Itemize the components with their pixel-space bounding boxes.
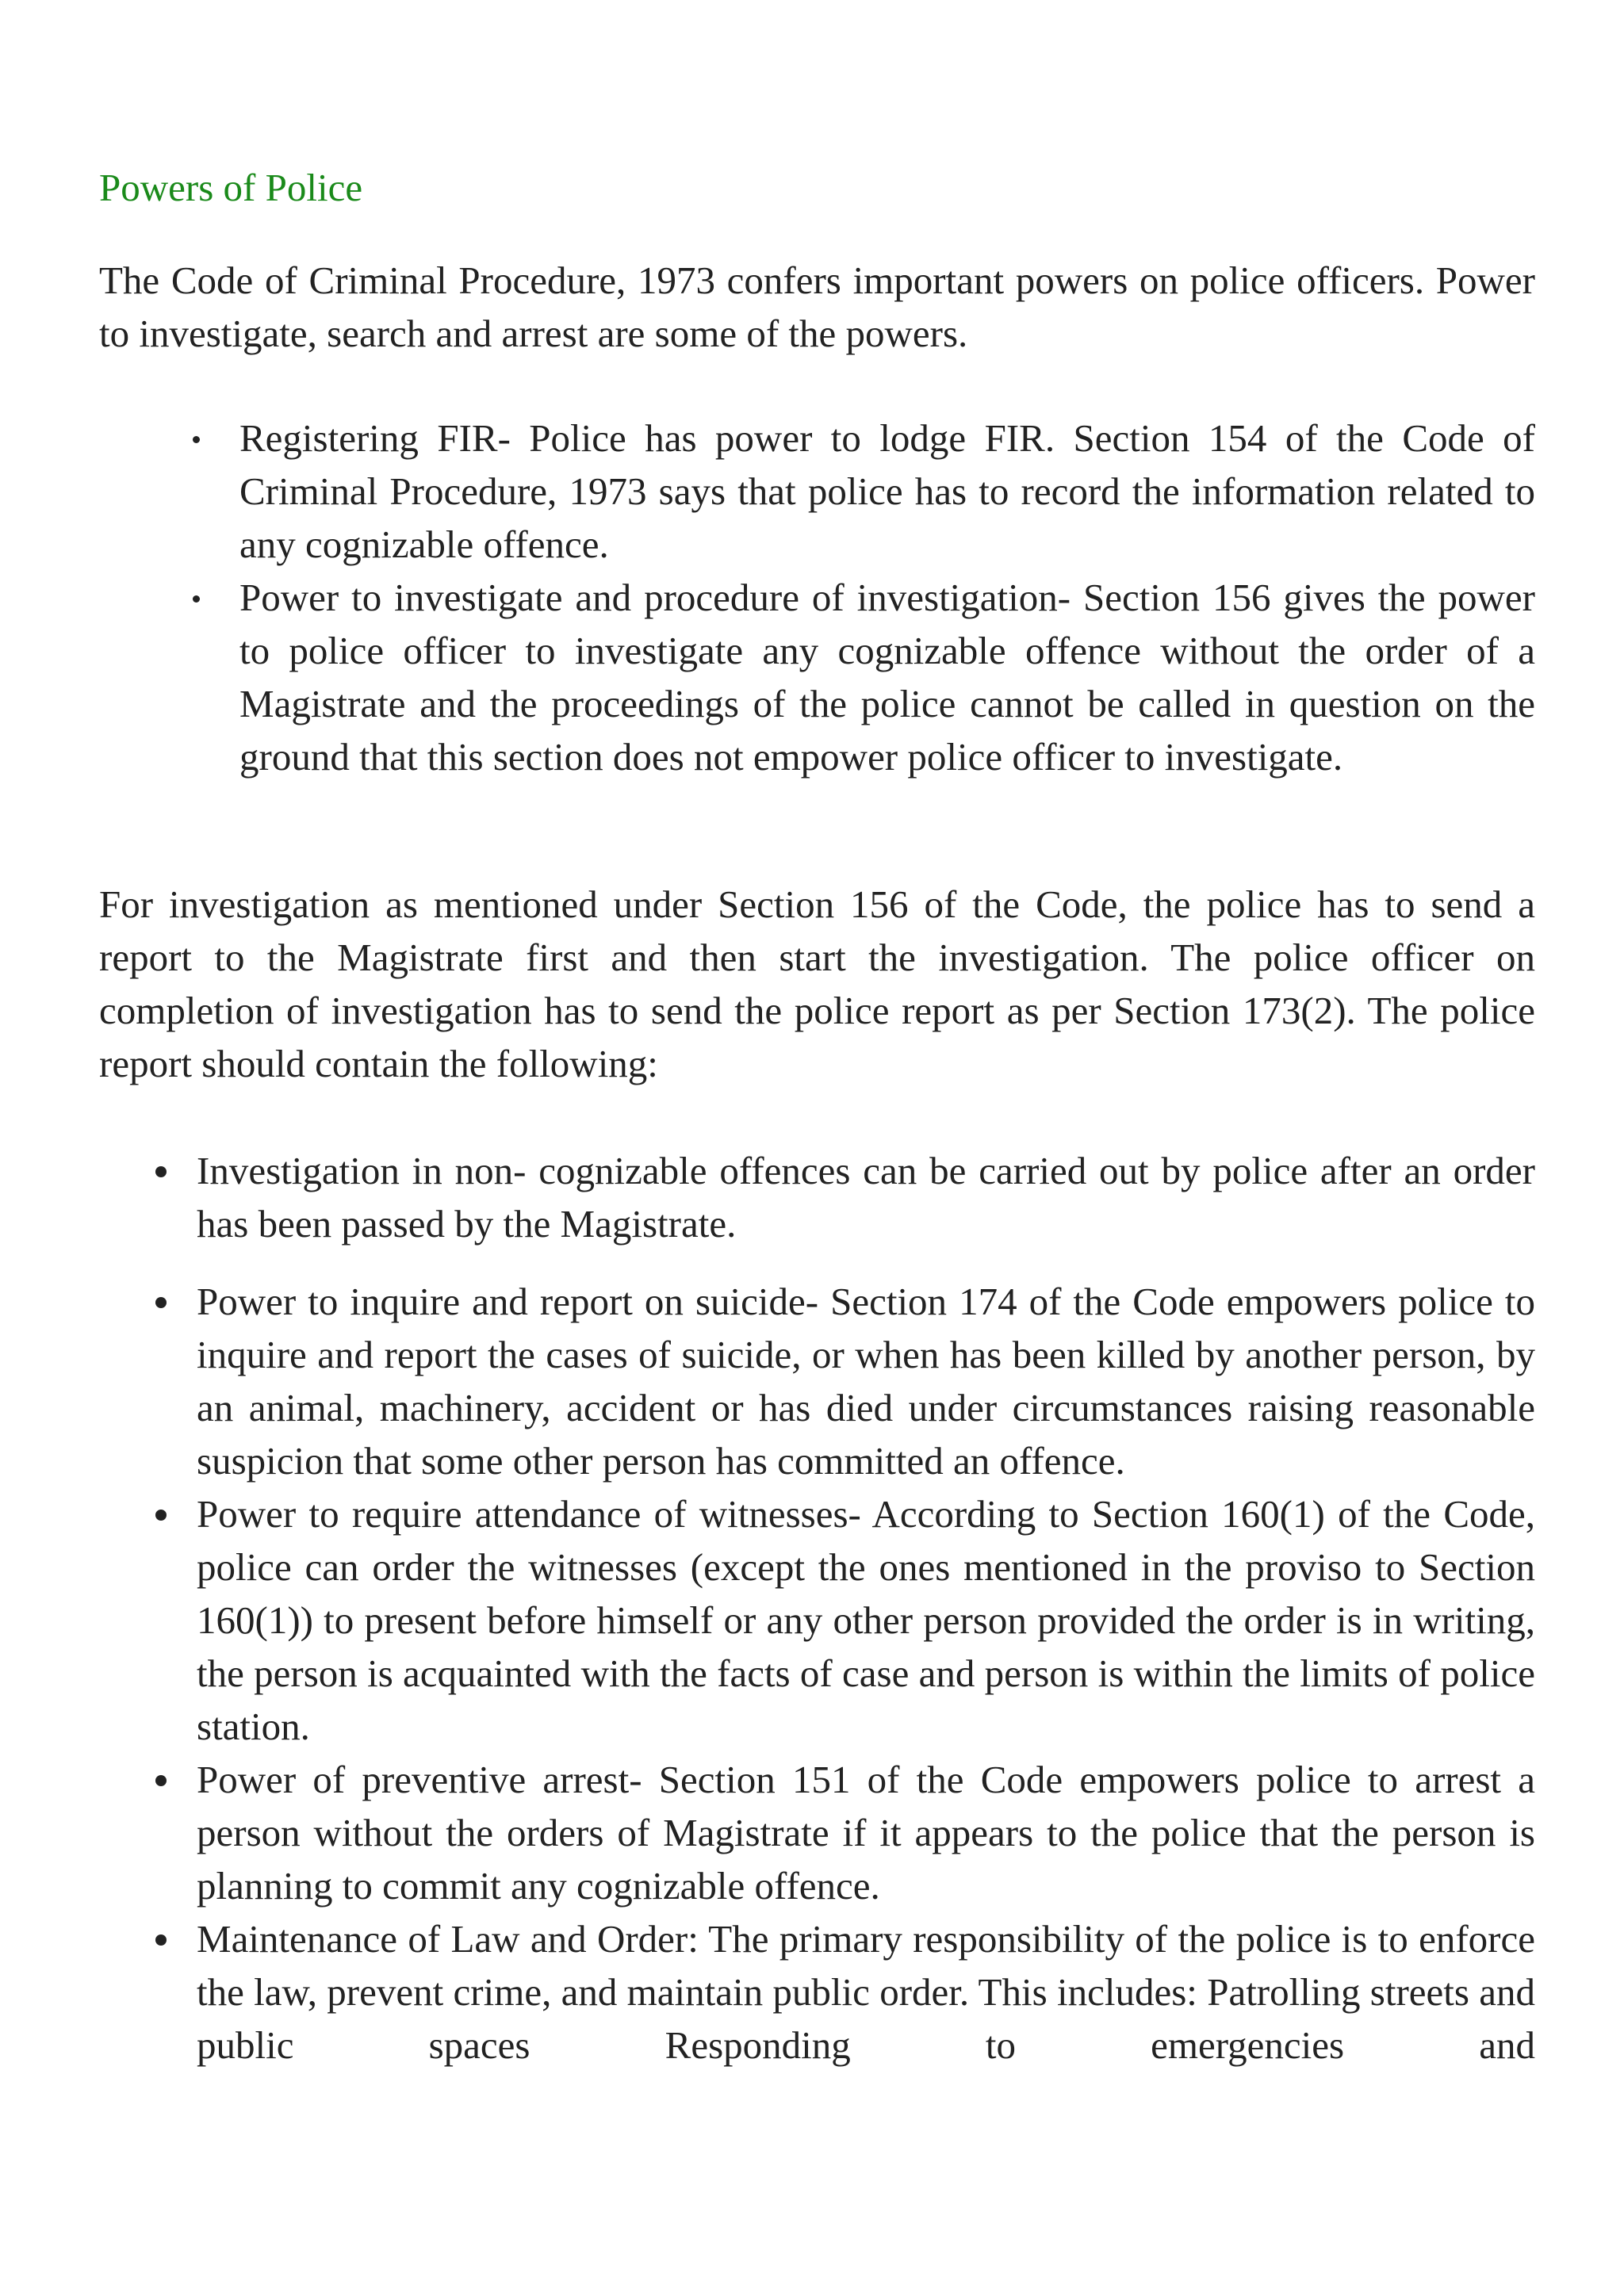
powers-list-1 [239,411,1535,783]
list-item-text: Power of preventive arrest- Section 151 of the Code empowers police to arrest a person without the orders of Magistrate if it appears to the police that the person is planning to commit any cognizable offence. [197,1758,1535,1908]
list-item [239,411,1535,571]
investigation-paragraph: For investigation as mentioned under Section 156 of the Code, the police has to send a report to the Magistrate first and then start the investigation. The police officer on completion of investigation has to send the police report as per Section 173(2). The police report should contain the following: [99,882,1535,1085]
bullet-icon [155,1297,167,1308]
list-item-text: Investigation in non- cognizable offences can be carried out by police after an order has been passed by the Magistrate. [197,1149,1535,1246]
bullet-icon [155,1934,167,1946]
list-item-text: Power to require attendance of witnesses- According to Section 160(1) of the Code, police can order the witnesses (except the ones mentioned in the proviso to Section 160(1)) to present before himself or any other person provided the order is in writing, the person is acquainted with the facts of case and person is within the limits of police station. [197,1492,1535,1748]
bullet-icon [155,1166,167,1177]
list-item [197,1912,1535,2072]
list-item-text: Power to investigate and procedure of investigation- Section 156 gives the power to police officer to investigate any cognizable offence without the order of a Magistrate and the proceedings of the police cannot be called in question on the ground that this section does not empower police officer to investigate. [239,576,1535,779]
bullet-icon [155,1775,167,1786]
list-item [197,1275,1535,1487]
list-item [239,571,1535,783]
list-item [197,1753,1535,1912]
section-heading: Powers of Police [99,166,363,209]
bullet-icon [155,1510,167,1521]
powers-list-2 [197,1144,1535,2072]
list-item-text: Power to inquire and report on suicide- Section 174 of the Code empowers police to inquire and report the cases of suicide, or when has been killed by another person, by an animal, machinery, accident or has died under circumstances raising reasonable suspicion that some other person has committed an offence. [197,1280,1535,1483]
list-item-text: Maintenance of Law and Order: The primary responsibility of the police is to enforce the law, prevent crime, and maintain public order. This includes: Patrolling streets and public spaces Responding to emergencies and [197,1917,1535,2067]
list-item [197,1487,1535,1753]
intro-paragraph: The Code of Criminal Procedure, 1973 confers important powers on police officers. Power to investigate, search and arrest are some of the powers. [99,258,1535,355]
bullet-icon [193,595,200,603]
list-item [197,1144,1535,1250]
bullet-icon [193,436,200,443]
list-item-text: Registering FIR- Police has power to lodge FIR. Section 154 of the Code of Criminal Procedure, 1973 says that police has to record the information related to any cognizable offence. [239,416,1535,566]
